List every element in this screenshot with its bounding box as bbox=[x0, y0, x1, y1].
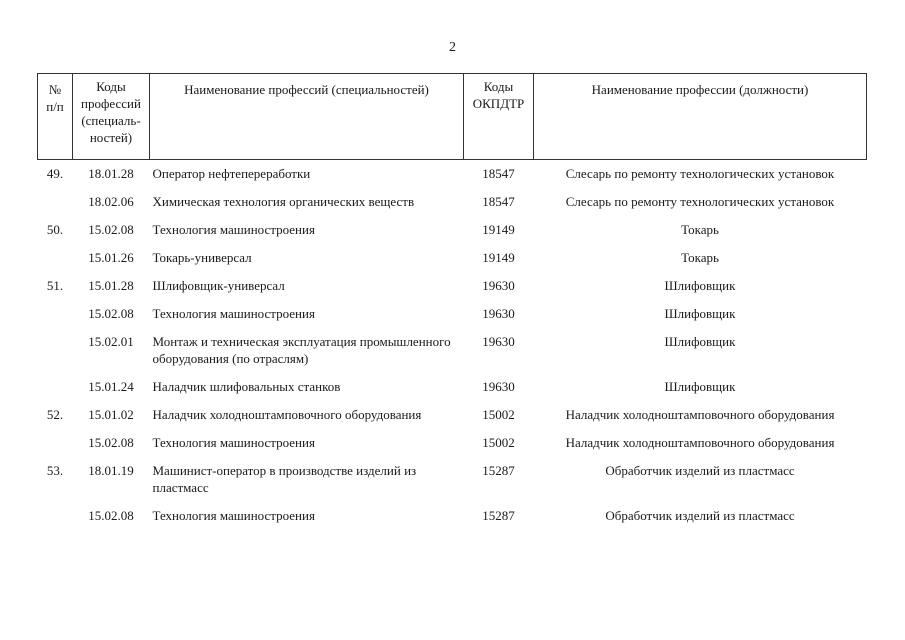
position-name: Обработчик изделий из пластмасс bbox=[605, 508, 795, 523]
header-num: № п/п bbox=[38, 74, 73, 160]
table-row bbox=[38, 160, 867, 194]
row-number: 52. bbox=[46, 407, 64, 422]
profession-code: 18.01.28 bbox=[88, 166, 134, 181]
profession-code: 18.02.06 bbox=[88, 194, 134, 209]
okpdtr-code: 15287 bbox=[482, 508, 515, 523]
profession-code: 15.02.08 bbox=[88, 222, 134, 237]
profession-name: Шлифовщик-универсал bbox=[152, 278, 285, 293]
position-name: Шлифовщик bbox=[664, 379, 736, 394]
professions-table bbox=[37, 73, 867, 535]
table-row bbox=[38, 221, 867, 249]
table-row bbox=[38, 305, 867, 333]
page-number: 2 bbox=[449, 40, 456, 55]
row-number: 49. bbox=[46, 166, 64, 181]
position-name: Наладчик холодноштамповочного оборудования bbox=[565, 435, 835, 450]
table-row bbox=[38, 249, 867, 277]
profession-code: 15.02.08 bbox=[88, 435, 134, 450]
table-row bbox=[38, 193, 867, 221]
position-name: Слесарь по ремонту технологических установок bbox=[565, 166, 835, 181]
header-name: Наименование профессий (специальностей) bbox=[150, 74, 464, 160]
table-row bbox=[38, 277, 867, 305]
profession-code: 15.01.28 bbox=[88, 278, 134, 293]
profession-name: Машинист-оператор в производстве изделий из пластмасс bbox=[152, 463, 417, 495]
okpdtr-code: 19630 bbox=[482, 306, 515, 321]
profession-name: Оператор нефтепереработки bbox=[152, 166, 311, 181]
profession-name: Химическая технология органических веществ bbox=[152, 194, 415, 209]
row-number bbox=[38, 193, 73, 221]
row-number bbox=[38, 378, 73, 406]
okpdtr-code: 15002 bbox=[482, 407, 515, 422]
okpdtr-code: 15287 bbox=[482, 463, 515, 478]
position-name: Обработчик изделий из пластмасс bbox=[605, 463, 795, 478]
table-row bbox=[38, 507, 867, 535]
table-row bbox=[38, 333, 867, 378]
position-name: Шлифовщик bbox=[664, 334, 736, 349]
header-position: Наименование профессии (должности) bbox=[534, 74, 867, 160]
okpdtr-code: 19149 bbox=[482, 222, 515, 237]
header-code: Коды профессий (специаль- ностей) bbox=[73, 74, 150, 160]
header-okp: Коды ОКПДТР bbox=[464, 74, 534, 160]
profession-code: 15.01.26 bbox=[88, 250, 134, 265]
row-number bbox=[38, 434, 73, 462]
table-row bbox=[38, 406, 867, 434]
profession-name: Технология машиностроения bbox=[152, 306, 315, 321]
profession-code: 15.01.02 bbox=[88, 407, 134, 422]
profession-name: Технология машиностроения bbox=[152, 222, 315, 237]
row-number bbox=[38, 507, 73, 535]
profession-name: Наладчик шлифовальных станков bbox=[152, 379, 341, 394]
table-row bbox=[38, 434, 867, 462]
profession-name: Технология машиностроения bbox=[152, 508, 315, 523]
row-number bbox=[38, 333, 73, 378]
position-name: Наладчик холодноштамповочного оборудования bbox=[565, 407, 835, 422]
table-row bbox=[38, 378, 867, 406]
position-name: Шлифовщик bbox=[664, 306, 736, 321]
okpdtr-code: 15002 bbox=[482, 435, 515, 450]
table-header-row bbox=[38, 74, 867, 160]
position-name: Токарь bbox=[681, 222, 719, 237]
row-number bbox=[38, 305, 73, 333]
okpdtr-code: 19149 bbox=[482, 250, 515, 265]
okpdtr-code: 19630 bbox=[482, 278, 515, 293]
table-body bbox=[38, 160, 867, 536]
profession-name: Монтаж и техническая эксплуатация промышленного оборудования (по отраслям) bbox=[152, 334, 451, 366]
profession-code: 15.02.08 bbox=[88, 306, 134, 321]
profession-name: Технология машиностроения bbox=[152, 435, 315, 450]
okpdtr-code: 18547 bbox=[482, 166, 515, 181]
table-row bbox=[38, 462, 867, 507]
okpdtr-code: 18547 bbox=[482, 194, 515, 209]
profession-code: 18.01.19 bbox=[88, 463, 134, 478]
row-number bbox=[38, 249, 73, 277]
okpdtr-code: 19630 bbox=[482, 334, 515, 349]
profession-code: 15.02.01 bbox=[88, 334, 134, 349]
row-number: 51. bbox=[46, 278, 64, 293]
profession-code: 15.02.08 bbox=[88, 508, 134, 523]
position-name: Слесарь по ремонту технологических установок bbox=[565, 194, 835, 209]
row-number: 53. bbox=[46, 463, 64, 478]
okpdtr-code: 19630 bbox=[482, 379, 515, 394]
row-number: 50. bbox=[46, 222, 64, 237]
position-name: Шлифовщик bbox=[664, 278, 736, 293]
profession-name: Токарь-универсал bbox=[152, 250, 252, 265]
profession-name: Наладчик холодноштамповочного оборудования bbox=[152, 407, 422, 422]
position-name: Токарь bbox=[681, 250, 719, 265]
profession-code: 15.01.24 bbox=[88, 379, 134, 394]
